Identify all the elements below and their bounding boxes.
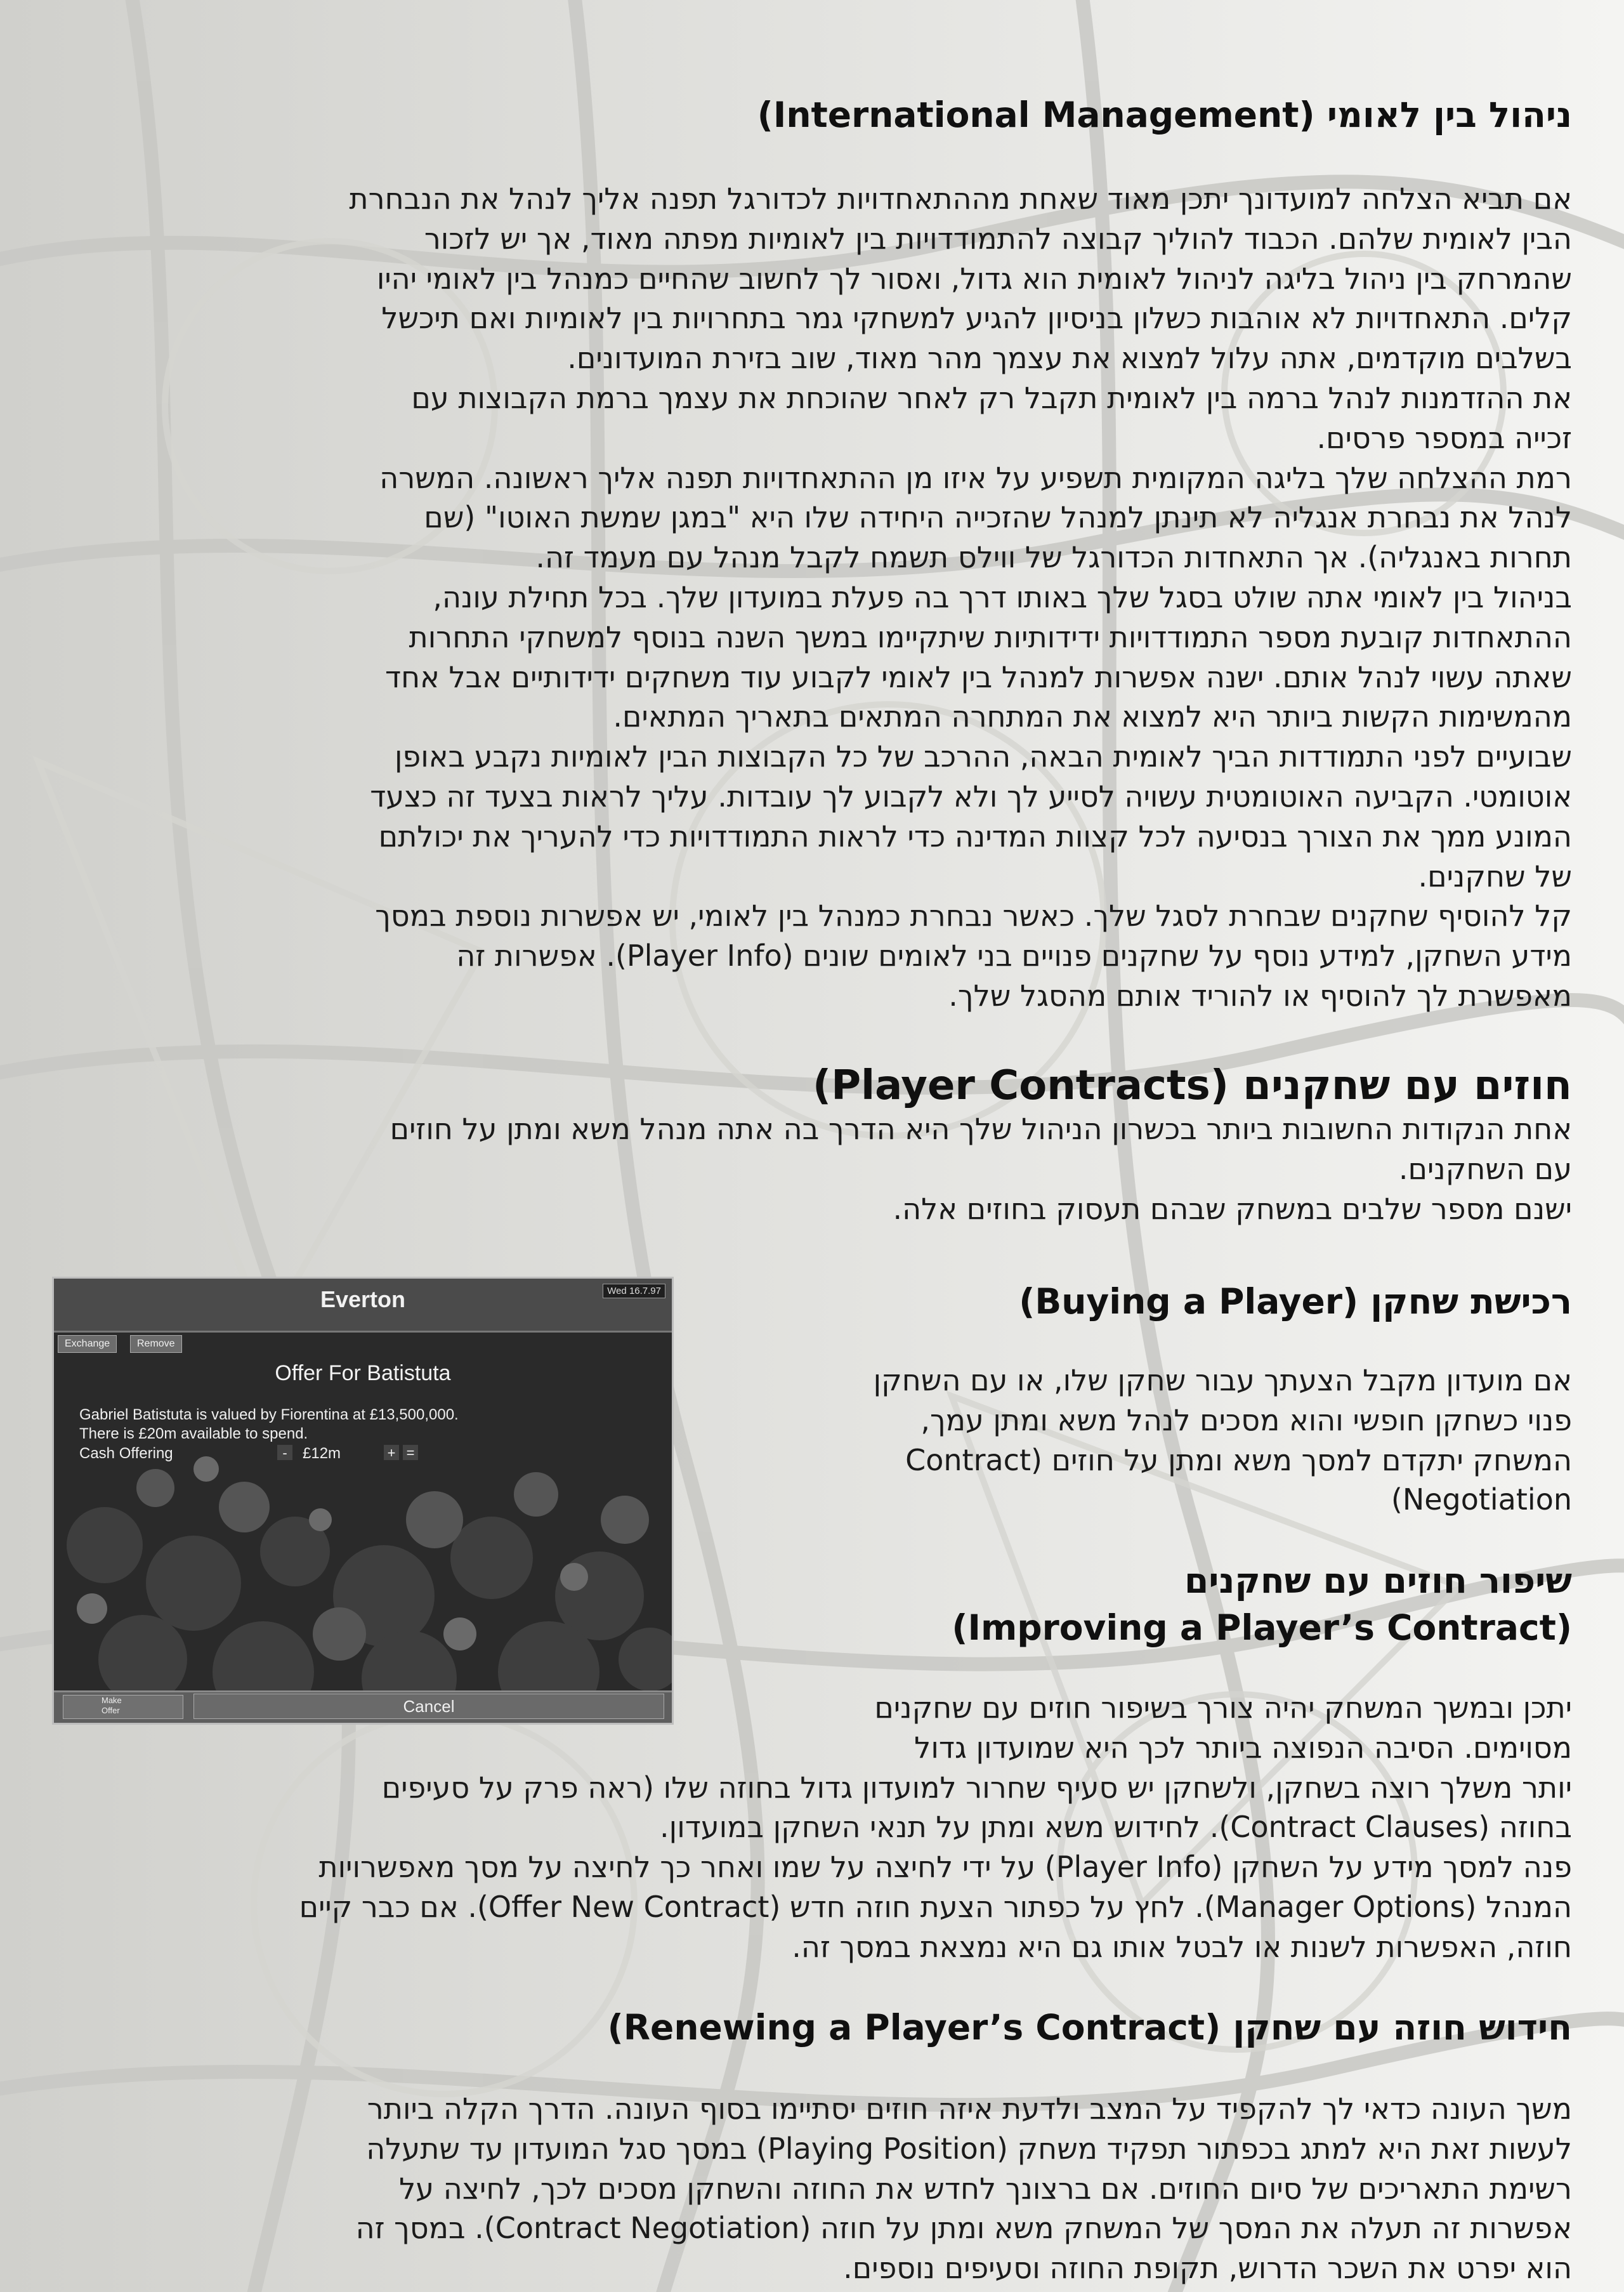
cash-offering-value: £12m: [303, 1445, 341, 1462]
text-line: רשימת התאריכים של סיום החוזים. אם ברצונך לחדש את החוזה והשחקן מסכים לכך, לחיצה על: [399, 2171, 1572, 2206]
text-line: Negotiation): [1391, 1482, 1572, 1517]
offer-info: [79, 1406, 459, 1444]
exchange-button[interactable]: Exchange: [58, 1335, 117, 1353]
text-line: תחרות באנגליה). אך התאחדות הכדורגל של ווילס תשמח לקבל מנהל עם מעמד זה.: [535, 540, 1572, 575]
text-line: פנה למסך מידע על השחקן (Player Info) על ידי לחיצה על שמו ואחר כך לחיצה על מסך מאפשרויות: [318, 1850, 1572, 1885]
section-body-improving-contract: [299, 1688, 1572, 1967]
text-line: הוא יפרט את השכר הדרוש, תקופת החוזה וסעיפים נוספים.: [843, 2251, 1572, 2286]
text-line: המנהל (Manager Options). לחץ על כפתור הצעת חוזה חדש (Offer New Contract). אם כבר קיים: [299, 1889, 1572, 1924]
text-line: זכייה במספר פרסים.: [1316, 420, 1572, 455]
section-heading-improving-contract: [952, 1557, 1572, 1651]
heading-line: שיפור חוזים עם שחקנים: [1184, 1560, 1572, 1601]
section-body-player-contracts: [390, 1109, 1572, 1228]
section-heading-renewing-contract: חידוש חוזה עם שחקן (Renewing a Player’s Contract): [607, 2007, 1572, 2048]
text-line: ישנם מספר שלבים במשחק שבהם תעסוק בחוזים אלה.: [893, 1191, 1572, 1226]
text-line: מסוימים. הסיבה הנפוצה ביותר לכך היא שמועדון גדול: [914, 1730, 1572, 1765]
section-body-buying-a-player: [874, 1360, 1572, 1520]
text-line: המונע ממך את הצורך בנסיעה לכל קצוות המדינה כדי לראות התמודדויות כדי להעריך את יכולתם: [378, 819, 1572, 853]
text-line: חוזה, האפשרות לשנות או לבטל אותו גם היא נמצאת במסך זה.: [792, 1929, 1572, 1964]
text-line: רמת ההצלחה שלך בליגה המקומית תשפיע על איזו מן ההתאחדויות תפנה אליך ראשונה. המשרה: [379, 460, 1572, 495]
game-screenshot-offer-dialog: [52, 1277, 674, 1725]
valuation-text: Gabriel Batistuta is valued by Fiorentina at £13,500,000.: [79, 1406, 459, 1423]
club-name: Everton: [320, 1286, 406, 1312]
section-heading-buying-a-player: רכישת שחקן (Buying a Player): [1019, 1281, 1572, 1322]
text-line: אוטומטי. הקביעה האוטומטית עשויה לסייע לך ולא לקבוע לך עובדות. עליך לראות בצעד זה כצעד: [370, 779, 1572, 813]
text-line: עם השחקנים.: [1398, 1151, 1572, 1186]
text-line: יתכן ובמשך המשחק יהיה צורך בשיפור חוזים עם שחקנים: [874, 1690, 1572, 1725]
remove-button[interactable]: Remove: [130, 1335, 182, 1353]
make-offer-button[interactable]: [63, 1695, 183, 1719]
text-line: שבועיים לפני התמודדות הביך לאומית הבאה, ההרכב של כל הקבוצות הבין לאומיות נקבע באופן: [394, 739, 1572, 774]
text-line: הבין לאומית שלהם. הכבוד להוליך קבוצה להתמודדויות בין לאומיות מפתה מאוד, אך יש לזכור: [424, 221, 1572, 256]
available-funds-text: There is £20m available to spend.: [79, 1425, 308, 1442]
decrease-offer-button[interactable]: -: [277, 1445, 292, 1460]
text-line: את ההזדמנות לנהל ברמה בין לאומית תקבל רק לאחר שהוכחת את עצמך ברמת הקבוצות עם: [411, 380, 1572, 415]
section-heading-player-contracts: חוזים עם שחקנים (Player Contracts): [812, 1062, 1572, 1109]
cash-offering-label: Cash Offering: [79, 1445, 173, 1462]
make-offer-label-line2: Offer: [102, 1706, 120, 1715]
text-line: של שחקנים.: [1418, 859, 1572, 893]
section-body-renewing-contract: [356, 2089, 1572, 2288]
equals-button[interactable]: =: [403, 1445, 418, 1460]
text-line: לנהל את נבחרת אנגליה לא תינתן למנהל שהזכייה היחידה שלו היא "במגן שמשת האוטו" (שם: [424, 500, 1572, 535]
make-offer-label-line1: Make: [102, 1696, 122, 1705]
heading-line: (Improving a Player’s Contract): [952, 1607, 1572, 1648]
text-line: המשחק יתקדם למסך משא ומתן על חוזים (Contract: [905, 1442, 1572, 1477]
text-line: לעשות זאת היא למתג בכפתור תפקיד משחק (Playing Position) במסך סגל המועדון עד שתעלה: [366, 2131, 1572, 2166]
text-line: קלים. התאחדויות לא אוהבות כשלון בניסיון להגיע למשחקי גמר בתחרויות בין לאומיות ואם תיכשל: [381, 301, 1572, 336]
text-line: אם תביא הצלחה למועדונך יתכן מאוד שאחת מההתאחדויות לכדורגל תפנה אליך לנהל את הנבחרת: [349, 181, 1572, 216]
text-line: מאפשרת לך להוסיף או להוריד אותם מהסגל שלך.: [948, 978, 1572, 1013]
text-line: בחוזה (Contract Clauses). לחידוש משא ומתן על תנאי השחקן במועדון.: [660, 1810, 1572, 1845]
text-line: מהמשימות הקשות ביותר היא למצוא את המתחרה המתאים בתאריך המתאים.: [613, 699, 1572, 734]
text-line: שאתה עשוי לנהל אותם. ישנה אפשרות למנהל בין לאומי לקבוע עוד משחקים ידידותיים אבל אחד: [384, 659, 1572, 694]
text-line: משך העונה כדאי לך להקפיד על המצב ולדעת איזה חוזים יסתיימו בסוף העונה. הדרך הקלה ביותר: [367, 2091, 1572, 2126]
text-line: בניהול בין לאומי אתה שולט בסגל שלך באותו דרך בה פעלת במועדון שלך. בכל תחילת עונה,: [433, 579, 1572, 614]
text-line: יותר משלך רוצה בשחקן, ולשחקן יש סעיף שחרור למועדון גדול בחוזה שלו (ראה פרק על סעיפים: [381, 1770, 1572, 1805]
text-line: בשלבים מוקדמים, אתה עלול למצוא את עצמך מהר מאוד, שוב בזירת המועדונים.: [567, 341, 1572, 376]
game-date: Wed 16.7.97: [603, 1284, 665, 1298]
increase-offer-button[interactable]: +: [384, 1445, 399, 1460]
text-line: ההתאחדות קובעת מספר התמודדויות ידידותיות שיתקיימו במשך השנה בנוסף למשחקי התחרות: [409, 619, 1572, 654]
section-heading-international-management: ניהול בין לאומי (International Management): [757, 95, 1572, 135]
text-line: קל להוסיף שחקנים שבחרת לסגל שלך. כאשר נבחרת כמנהל בין לאומי, יש אפשרות נוספת במסך: [375, 899, 1572, 933]
text-line: שהמרחק בין ניהול בליגה לניהול לאומית הוא גדול, ואסור לך לחשוב שהחיים כמנהל בין לאומי יהיו: [376, 261, 1572, 296]
text-line: אם מועדון מקבל הצעתך עבור שחקן שלו, או עם השחקן: [873, 1363, 1572, 1397]
cancel-button[interactable]: Cancel: [193, 1694, 664, 1719]
text-line: אחת הנקודות החשובות ביותר בכשרון הניהול שלך היא הדרך בה אתה מנהל משא ומתן על חוזים: [390, 1112, 1572, 1146]
text-line: מידע השחקן, למידע נוסף על שחקנים פנויים בני לאומים שונים (Player Info). אפשרות זה: [456, 939, 1572, 973]
offer-title: Offer For Batistuta: [275, 1361, 451, 1385]
section-body-international-management: [349, 179, 1572, 1016]
text-line: פנוי כשחקן חופשי והוא מסכים לנהל משא ומתן עמך,: [920, 1402, 1572, 1437]
text-line: אפשרות זה תעלה את המסך של המשחק משא ומתן על חוזה (Contract Negotiation). במסך זה: [355, 2211, 1572, 2246]
